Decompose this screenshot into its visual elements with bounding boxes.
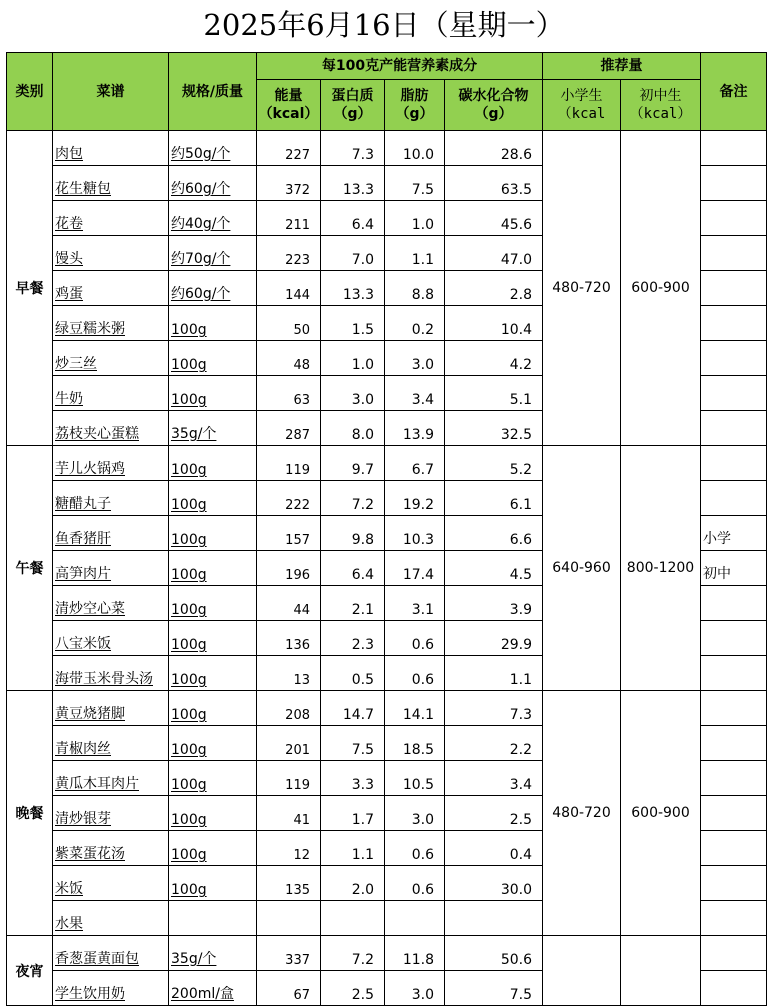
cell-note — [701, 971, 767, 1006]
cell-energy: 222 — [257, 481, 321, 516]
dish-spec: 约60g/个 — [169, 166, 257, 201]
cell-protein: 3.3 — [321, 761, 385, 796]
recommend-middle — [621, 936, 701, 1006]
cell-protein: 9.8 — [321, 516, 385, 551]
dish-spec: 35g/个 — [169, 936, 257, 971]
cell-carb: 63.5 — [445, 166, 543, 201]
dish-name: 绿豆糯米粥 — [53, 306, 169, 341]
cell-energy: 48 — [257, 341, 321, 376]
cell-energy: 196 — [257, 551, 321, 586]
cell-carb — [445, 901, 543, 936]
cell-carb: 2.2 — [445, 726, 543, 761]
cell-note — [701, 796, 767, 831]
dish-name: 馒头 — [53, 236, 169, 271]
cell-fat: 0.6 — [385, 831, 445, 866]
cell-carb: 7.3 — [445, 691, 543, 726]
cell-fat: 1.0 — [385, 201, 445, 236]
header-middle: 初中生 （kcal） — [621, 80, 701, 131]
dish-spec: 100g — [169, 586, 257, 621]
cell-protein: 8.0 — [321, 411, 385, 446]
cell-protein: 13.3 — [321, 166, 385, 201]
cell-energy — [257, 901, 321, 936]
cell-energy: 372 — [257, 166, 321, 201]
cell-carb: 10.4 — [445, 306, 543, 341]
cell-note — [701, 586, 767, 621]
cell-protein: 7.3 — [321, 131, 385, 166]
cell-protein: 1.7 — [321, 796, 385, 831]
cell-carb: 4.2 — [445, 341, 543, 376]
cell-energy: 201 — [257, 726, 321, 761]
cell-carb: 47.0 — [445, 236, 543, 271]
header-spec: 规格/质量 — [169, 53, 257, 131]
cell-fat: 7.5 — [385, 166, 445, 201]
cell-fat: 17.4 — [385, 551, 445, 586]
dish-spec: 100g — [169, 551, 257, 586]
cell-note — [701, 131, 767, 166]
dish-name: 花卷 — [53, 201, 169, 236]
cell-note — [701, 831, 767, 866]
cell-energy: 50 — [257, 306, 321, 341]
cell-note — [701, 376, 767, 411]
cell-energy: 136 — [257, 621, 321, 656]
cell-note — [701, 866, 767, 901]
table-body — [7, 131, 767, 1006]
dish-spec: 100g — [169, 656, 257, 691]
cell-fat: 14.1 — [385, 691, 445, 726]
dish-spec: 100g — [169, 621, 257, 656]
cell-note — [701, 166, 767, 201]
dish-spec: 100g — [169, 446, 257, 481]
cell-carb: 30.0 — [445, 866, 543, 901]
cell-energy: 157 — [257, 516, 321, 551]
cell-carb: 29.9 — [445, 621, 543, 656]
header-recommend-group: 推荐量 — [543, 53, 701, 80]
cell-energy: 135 — [257, 866, 321, 901]
cell-energy: 287 — [257, 411, 321, 446]
cell-note — [701, 271, 767, 306]
dish-spec: 100g — [169, 761, 257, 796]
header-carb: 碳水化合物 （g） — [445, 80, 543, 131]
meal-category: 晚餐 — [7, 691, 53, 936]
dish-name: 糖醋丸子 — [53, 481, 169, 516]
dish-spec: 100g — [169, 866, 257, 901]
recommend-primary: 640-960 — [543, 446, 621, 691]
cell-energy: 211 — [257, 201, 321, 236]
recommend-middle: 600-900 — [621, 691, 701, 936]
cell-carb: 32.5 — [445, 411, 543, 446]
cell-carb: 3.4 — [445, 761, 543, 796]
cell-protein: 9.7 — [321, 446, 385, 481]
cell-carb: 45.6 — [445, 201, 543, 236]
cell-carb: 3.9 — [445, 586, 543, 621]
cell-protein: 3.0 — [321, 376, 385, 411]
cell-energy: 223 — [257, 236, 321, 271]
cell-protein: 1.1 — [321, 831, 385, 866]
cell-fat: 0.6 — [385, 621, 445, 656]
cell-fat: 0.6 — [385, 866, 445, 901]
cell-protein: 14.7 — [321, 691, 385, 726]
cell-fat: 10.3 — [385, 516, 445, 551]
cell-note — [701, 411, 767, 446]
dish-name: 牛奶 — [53, 376, 169, 411]
cell-note — [701, 446, 767, 481]
cell-protein: 6.4 — [321, 551, 385, 586]
cell-note — [701, 691, 767, 726]
dish-name: 黄豆烧猪脚 — [53, 691, 169, 726]
cell-carb: 5.1 — [445, 376, 543, 411]
dish-name: 高笋肉片 — [53, 551, 169, 586]
cell-carb: 2.8 — [445, 271, 543, 306]
cell-note — [701, 936, 767, 971]
menu-table — [6, 52, 767, 1006]
cell-carb: 0.4 — [445, 831, 543, 866]
dish-spec: 100g — [169, 516, 257, 551]
header-category: 类别 — [7, 53, 53, 131]
dish-name: 荔枝夹心蛋糕 — [53, 411, 169, 446]
cell-energy: 119 — [257, 446, 321, 481]
cell-note — [701, 201, 767, 236]
cell-protein: 7.5 — [321, 726, 385, 761]
cell-fat: 10.0 — [385, 131, 445, 166]
dish-name: 米饭 — [53, 866, 169, 901]
cell-energy: 227 — [257, 131, 321, 166]
cell-protein: 2.1 — [321, 586, 385, 621]
cell-carb: 2.5 — [445, 796, 543, 831]
cell-note — [701, 901, 767, 936]
dish-spec: 100g — [169, 691, 257, 726]
header-note: 备注 — [701, 53, 767, 131]
dish-spec: 约60g/个 — [169, 271, 257, 306]
cell-energy: 208 — [257, 691, 321, 726]
cell-protein: 7.2 — [321, 936, 385, 971]
dish-spec: 100g — [169, 306, 257, 341]
cell-fat: 6.7 — [385, 446, 445, 481]
dish-name: 芋儿火锅鸡 — [53, 446, 169, 481]
dish-spec: 约50g/个 — [169, 131, 257, 166]
cell-energy: 144 — [257, 271, 321, 306]
dish-name: 鸡蛋 — [53, 271, 169, 306]
table-header — [7, 53, 767, 131]
cell-carb: 50.6 — [445, 936, 543, 971]
cell-fat: 19.2 — [385, 481, 445, 516]
dish-name: 炒三丝 — [53, 341, 169, 376]
dish-spec — [169, 901, 257, 936]
dish-name: 青椒肉丝 — [53, 726, 169, 761]
dish-spec: 35g/个 — [169, 411, 257, 446]
cell-carb: 6.1 — [445, 481, 543, 516]
cell-energy: 44 — [257, 586, 321, 621]
table-row — [7, 131, 767, 166]
cell-fat: 3.4 — [385, 376, 445, 411]
dish-name: 水果 — [53, 901, 169, 936]
cell-fat: 0.6 — [385, 656, 445, 691]
cell-note: 初中 — [701, 551, 767, 586]
cell-note — [701, 236, 767, 271]
header-primary: 小学生 （kcal — [543, 80, 621, 131]
cell-energy: 63 — [257, 376, 321, 411]
cell-protein: 7.0 — [321, 236, 385, 271]
recommend-middle: 800-1200 — [621, 446, 701, 691]
dish-name: 肉包 — [53, 131, 169, 166]
dish-name: 清炒空心菜 — [53, 586, 169, 621]
dish-spec: 100g — [169, 376, 257, 411]
cell-protein: 7.2 — [321, 481, 385, 516]
dish-name: 香葱蛋黄面包 — [53, 936, 169, 971]
dish-spec: 200ml/盒 — [169, 971, 257, 1006]
recommend-middle: 600-900 — [621, 131, 701, 446]
cell-carb: 5.2 — [445, 446, 543, 481]
cell-energy: 67 — [257, 971, 321, 1006]
table-row — [7, 936, 767, 971]
cell-protein: 2.5 — [321, 971, 385, 1006]
header-energy: 能量 （kcal） — [257, 80, 321, 131]
cell-fat: 3.0 — [385, 341, 445, 376]
meal-category: 午餐 — [7, 446, 53, 691]
cell-note — [701, 306, 767, 341]
cell-energy: 119 — [257, 761, 321, 796]
cell-carb: 7.5 — [445, 971, 543, 1006]
cell-fat: 3.0 — [385, 971, 445, 1006]
cell-fat: 13.9 — [385, 411, 445, 446]
cell-fat: 8.8 — [385, 271, 445, 306]
cell-carb: 4.5 — [445, 551, 543, 586]
cell-fat: 11.8 — [385, 936, 445, 971]
dish-name: 清炒银芽 — [53, 796, 169, 831]
cell-fat: 3.1 — [385, 586, 445, 621]
dish-name: 花生糖包 — [53, 166, 169, 201]
cell-protein: 1.5 — [321, 306, 385, 341]
cell-note — [701, 341, 767, 376]
header-protein: 蛋白质 （g） — [321, 80, 385, 131]
dish-spec: 100g — [169, 726, 257, 761]
cell-carb: 6.6 — [445, 516, 543, 551]
cell-energy: 41 — [257, 796, 321, 831]
cell-energy: 337 — [257, 936, 321, 971]
dish-spec: 100g — [169, 831, 257, 866]
recommend-primary: 480-720 — [543, 691, 621, 936]
cell-protein: 1.0 — [321, 341, 385, 376]
cell-energy: 12 — [257, 831, 321, 866]
cell-protein: 2.3 — [321, 621, 385, 656]
table-row — [7, 691, 767, 726]
cell-fat: 3.0 — [385, 796, 445, 831]
cell-carb: 1.1 — [445, 656, 543, 691]
recommend-primary — [543, 936, 621, 1006]
cell-fat: 10.5 — [385, 761, 445, 796]
page-title: 2025年6月16日（星期一） — [203, 8, 565, 42]
dish-spec: 100g — [169, 796, 257, 831]
cell-protein: 2.0 — [321, 866, 385, 901]
cell-fat: 1.1 — [385, 236, 445, 271]
cell-fat — [385, 901, 445, 936]
dish-spec: 约70g/个 — [169, 236, 257, 271]
dish-spec: 约40g/个 — [169, 201, 257, 236]
recommend-primary: 480-720 — [543, 131, 621, 446]
dish-spec: 100g — [169, 481, 257, 516]
cell-fat: 18.5 — [385, 726, 445, 761]
dish-name: 海带玉米骨头汤 — [53, 656, 169, 691]
cell-note — [701, 761, 767, 796]
dish-spec: 100g — [169, 341, 257, 376]
cell-energy: 13 — [257, 656, 321, 691]
dish-name: 八宝米饭 — [53, 621, 169, 656]
table-row — [7, 446, 767, 481]
dish-name: 学生饮用奶 — [53, 971, 169, 1006]
cell-note — [701, 621, 767, 656]
header-dish: 菜谱 — [53, 53, 169, 131]
header-nutrition-group: 每100克产能营养素成分 — [257, 53, 543, 80]
header-fat: 脂肪 （g） — [385, 80, 445, 131]
cell-protein — [321, 901, 385, 936]
meal-category: 夜宵 — [7, 936, 53, 1006]
cell-protein: 6.4 — [321, 201, 385, 236]
cell-fat: 0.2 — [385, 306, 445, 341]
cell-carb: 28.6 — [445, 131, 543, 166]
dish-name: 黄瓜木耳肉片 — [53, 761, 169, 796]
cell-note — [701, 656, 767, 691]
cell-protein: 13.3 — [321, 271, 385, 306]
cell-note — [701, 481, 767, 516]
cell-protein: 0.5 — [321, 656, 385, 691]
cell-note — [701, 726, 767, 761]
meal-category: 早餐 — [7, 131, 53, 446]
dish-name: 紫菜蛋花汤 — [53, 831, 169, 866]
cell-note: 小学 — [701, 516, 767, 551]
dish-name: 鱼香猪肝 — [53, 516, 169, 551]
